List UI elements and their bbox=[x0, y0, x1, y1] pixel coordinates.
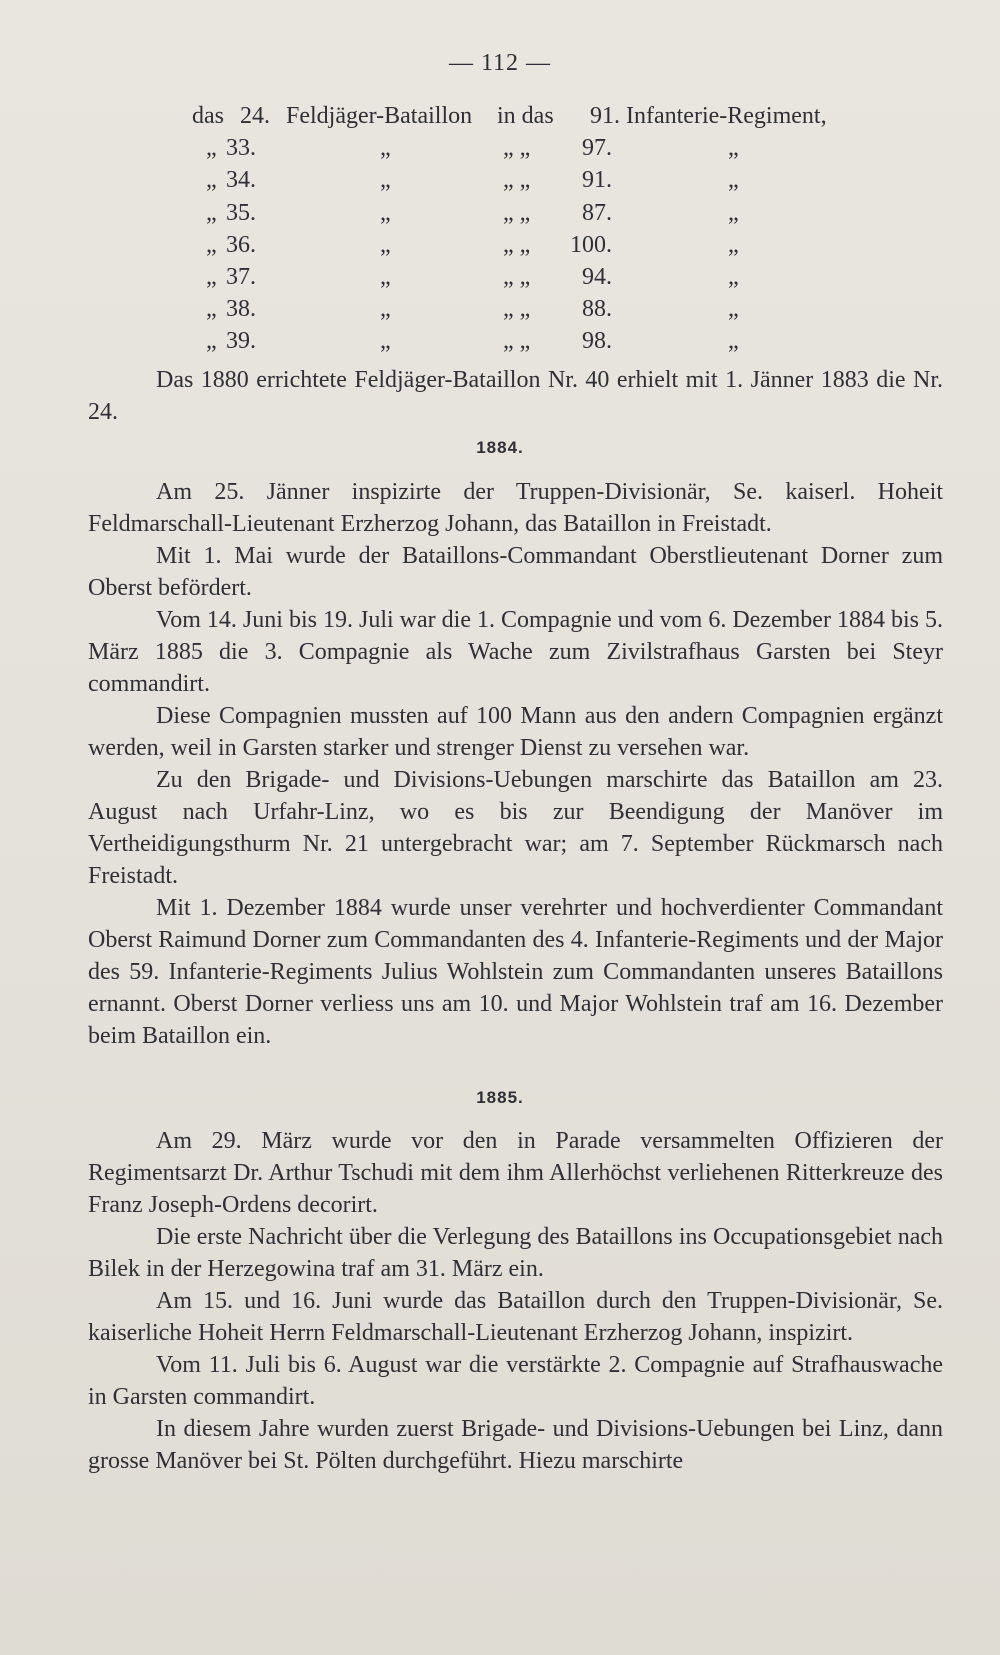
page-number: — 112 — bbox=[448, 50, 552, 76]
paragraph: Am 29. März wurde vor den in Parade versammelten Offizieren der Regimentsarzt Dr. Arthur Tschudi mit dem ihm Allerhöchst verliehenen Ritterkreuze des Franz Joseph-Ordens decorirt. bbox=[88, 1128, 943, 1218]
row-connector: in das bbox=[497, 103, 554, 129]
year-heading: 1885. bbox=[476, 1088, 524, 1107]
battalion-number: 24. bbox=[240, 103, 270, 129]
regiment-number: 87. bbox=[582, 199, 612, 226]
paragraph: Am 15. und 16. Juni wurde das Bataillon durch den Truppen-Divisionär, Se. kaiserliche Hoheit Herrn Feldmarschall-Lieutenant Erzherzog Johann, inspizirt. bbox=[88, 1288, 943, 1346]
ditto-mark: „ bbox=[380, 135, 391, 162]
ditto-mark: „ bbox=[728, 167, 739, 194]
regiment-number: 94. bbox=[582, 263, 612, 290]
table-row bbox=[0, 328, 1000, 360]
paragraph: Mit 1. Mai wurde der Bataillons-Commandant Oberstlieutenant Dorner zum Oberst befördert. bbox=[88, 543, 943, 601]
ditto-mark: „ „ bbox=[503, 263, 531, 290]
row-prefix: „ bbox=[206, 231, 217, 258]
ditto-mark: „ bbox=[380, 167, 391, 194]
battalion-number: 35. bbox=[226, 199, 256, 226]
row-prefix: „ bbox=[206, 328, 217, 355]
battalion-number: 38. bbox=[226, 296, 256, 323]
ditto-mark: „ „ bbox=[503, 199, 531, 226]
paragraph: Vom 14. Juni bis 19. Juli war die 1. Compagnie und vom 6. Dezember 1884 bis 5. März 1885 die 3. Compagnie als Wache zum Zivilstrafhaus Garsten bei Steyr commandirt. bbox=[88, 607, 943, 697]
paragraph: In diesem Jahre wurden zuerst Brigade- und Divisions-Uebungen bei Linz, dann grosse Manöver bei St. Pölten durchgeführt. Hiezu marschirte bbox=[88, 1416, 943, 1474]
table-row bbox=[0, 135, 1000, 167]
section-1884-text bbox=[88, 476, 943, 1052]
ditto-mark: „ bbox=[728, 135, 739, 162]
row-prefix: „ bbox=[206, 167, 217, 194]
ditto-mark: „ bbox=[728, 231, 739, 258]
regiment-number: 97. bbox=[582, 135, 612, 162]
battalion-number: 37. bbox=[226, 263, 256, 290]
table-row bbox=[0, 296, 1000, 328]
ditto-mark: „ bbox=[380, 231, 391, 258]
battalion-number: 33. bbox=[226, 135, 256, 162]
regiment-number: 98. bbox=[582, 328, 612, 355]
regiment-number: 91. bbox=[582, 167, 612, 194]
ditto-mark: „ bbox=[380, 328, 391, 355]
ditto-mark: „ bbox=[728, 296, 739, 323]
table-row bbox=[0, 103, 1000, 135]
ditto-mark: „ „ bbox=[503, 231, 531, 258]
table-row bbox=[0, 232, 1000, 264]
table-row bbox=[0, 200, 1000, 232]
table-row bbox=[0, 264, 1000, 296]
paragraph: Zu den Brigade- und Divisions-Uebungen marschirte das Bataillon am 23. August nach Urfahr-Linz, wo es bis zur Beendigung der Manöver im Vertheidigungsthurm Nr. 21 untergebracht war; am 7. September Rückmarsch nach Freistadt. bbox=[88, 767, 943, 889]
regiment-number: 88. bbox=[582, 296, 612, 323]
year-heading: 1884. bbox=[476, 438, 524, 457]
battalion-number: 34. bbox=[226, 167, 256, 194]
paragraph: Diese Compagnien mussten auf 100 Mann aus den andern Compagnien ergänzt werden, weil in Garsten starker und strenger Dienst zu versehen war. bbox=[88, 703, 943, 761]
row-prefix: „ bbox=[206, 135, 217, 162]
row-prefix: „ bbox=[206, 296, 217, 323]
battalion-number: 39. bbox=[226, 328, 256, 355]
ditto-mark: „ bbox=[728, 263, 739, 290]
ditto-mark: „ „ bbox=[503, 328, 531, 355]
ditto-mark: „ „ bbox=[503, 167, 531, 194]
paragraph: Die erste Nachricht über die Verlegung des Bataillons ins Occupationsgebiet nach Bilek in der Herzegowina traf am 31. März ein. bbox=[88, 1224, 943, 1282]
ditto-mark: „ „ bbox=[503, 296, 531, 323]
paragraph: Mit 1. Dezember 1884 wurde unser verehrter und hochverdienter Commandant Oberst Raimund Dorner zum Commandanten des 4. Infanterie-Regiments und der Major des 59. Infanterie-Regiments Julius Wohlstein zum Commandanten unseres Bataillons ernannt. Oberst Dorner verliess uns am 10. und Major Wohlstein traf am 16. Dezember beim Bataillon ein. bbox=[88, 895, 943, 1049]
regiment-label: Infanterie-Regiment, bbox=[626, 103, 827, 129]
ditto-mark: „ bbox=[728, 328, 739, 355]
ditto-mark: „ bbox=[380, 199, 391, 226]
battalion-label: Feldjäger-Bataillon bbox=[286, 103, 473, 129]
paragraph: Das 1880 errichtete Feldjäger-Bataillon Nr. 40 erhielt mit 1. Jänner 1883 die Nr. 24. bbox=[88, 367, 943, 425]
regiment-number: 100. bbox=[570, 231, 612, 258]
ditto-mark: „ bbox=[380, 296, 391, 323]
section-1885-text bbox=[88, 1125, 943, 1477]
row-prefix: „ bbox=[206, 263, 217, 290]
row-prefix: „ bbox=[206, 199, 217, 226]
paragraph: Am 25. Jänner inspizirte der Truppen-Divisionär, Se. kaiserl. Hoheit Feldmarschall-Lieutenant Erzherzog Johann, das Bataillon in Freistadt. bbox=[88, 479, 943, 537]
battalion-regiment-table bbox=[0, 103, 1000, 361]
ditto-mark: „ bbox=[380, 263, 391, 290]
battalion-number: 36. bbox=[226, 231, 256, 258]
ditto-mark: „ „ bbox=[503, 135, 531, 162]
regiment-number: 91. bbox=[590, 103, 620, 129]
ditto-mark: „ bbox=[728, 199, 739, 226]
table-row bbox=[0, 167, 1000, 199]
paragraph: Vom 11. Juli bis 6. August war die verstärkte 2. Compagnie auf Strafhauswache in Garsten commandirt. bbox=[88, 1352, 943, 1410]
row-prefix: das bbox=[192, 103, 224, 129]
intro-text bbox=[88, 364, 943, 428]
